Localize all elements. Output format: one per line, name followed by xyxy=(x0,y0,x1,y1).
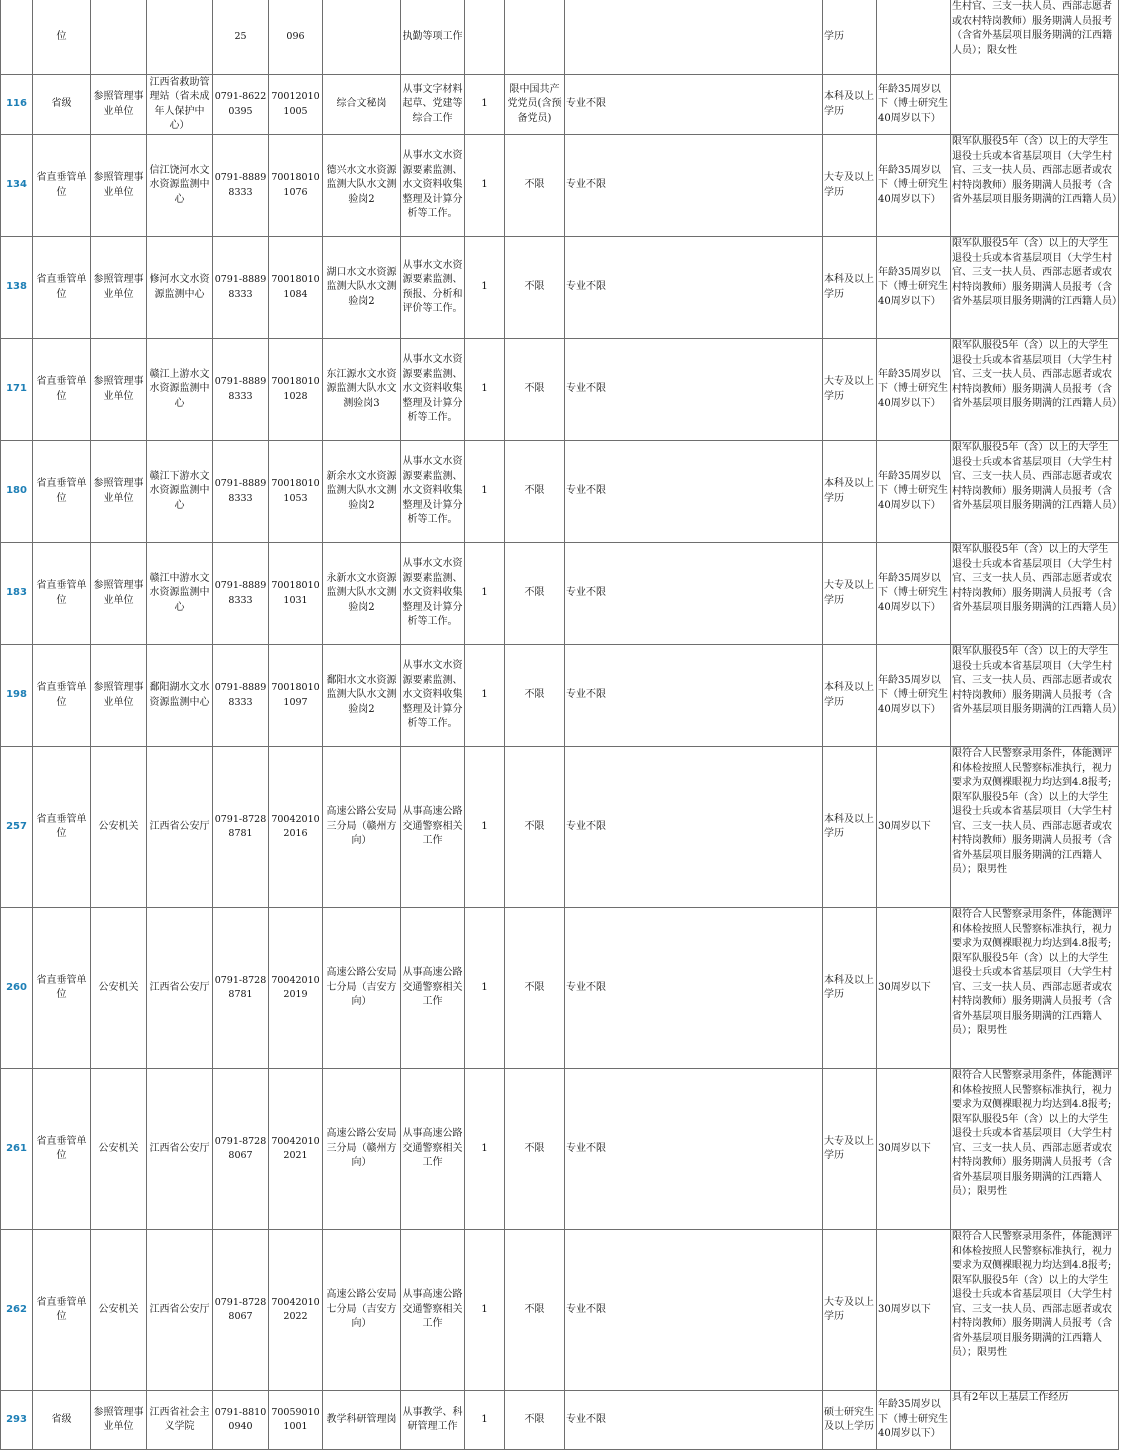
table-row xyxy=(1,1391,1119,1450)
job-duty: 从事水文水资源要素监测、水文资料收集整理及计算分析等工作。 xyxy=(401,543,465,645)
table-row xyxy=(1,75,1119,135)
unit-level: 省直垂管单位 xyxy=(33,441,91,543)
unit-name: 修河水文水资源监测中心 xyxy=(147,237,213,339)
unit-level: 省直垂管单位 xyxy=(33,908,91,1069)
contact-phone: 0791-88898333 xyxy=(213,645,269,747)
age-requirement: 30周岁以下 xyxy=(877,1069,951,1230)
position-code: 700590101001 xyxy=(269,1391,323,1450)
job-duty: 从事高速公路交通警察相关工作 xyxy=(401,1230,465,1391)
other-requirements: 限军队服役5年（含）以上的大学生退役士兵或本省基层项目（大学生村官、三支一扶人员、西部志愿者或农村特岗教师）服务期满人员报考（含省外基层项目服务期满的江西籍人员） xyxy=(951,441,1119,543)
unit-level: 省级 xyxy=(33,75,91,135)
other-requirements: 限军队服役5年（含）以上的大学生退役士兵或本省基层项目（大学生村官、三支一扶人员、西部志愿者或农村特岗教师）服务期满人员报考（含省外基层项目服务期满的江西籍人员） xyxy=(951,543,1119,645)
row-index: 261 xyxy=(1,1069,33,1230)
contact-phone: 25 xyxy=(213,0,269,75)
other-requirements: 限符合人民警察录用条件，体能测评和体检按照人民警察标准执行，视力要求为双侧裸眼视力均达到4.8报考;限军队服役5年（含）以上的大学生退役士兵或本省基层项目（大学生村官、三支一扶人员、西部志愿者或农村特岗教师）服务期满人员报考（含省外基层项目服务期满的江西籍人员）；限男性 xyxy=(951,1069,1119,1230)
unit-type: 参照管理事业单位 xyxy=(91,237,147,339)
job-duty: 执勤等项工作 xyxy=(401,0,465,75)
unit-type: 公安机关 xyxy=(91,1069,147,1230)
hire-count: 1 xyxy=(465,1069,505,1230)
political-status xyxy=(505,0,565,75)
position-code: 700180101053 xyxy=(269,441,323,543)
unit-type: 参照管理事业单位 xyxy=(91,441,147,543)
major-requirement: 专业不限 xyxy=(565,747,823,908)
education-requirement: 大专及以上学历 xyxy=(823,1230,877,1391)
age-requirement: 年龄35周岁以下（博士研究生40周岁以下） xyxy=(877,645,951,747)
unit-level: 省直垂管单位 xyxy=(33,747,91,908)
position-code: 700180101076 xyxy=(269,135,323,237)
unit-type: 参照管理事业单位 xyxy=(91,645,147,747)
unit-type: 参照管理事业单位 xyxy=(91,75,147,135)
hire-count: 1 xyxy=(465,543,505,645)
unit-name: 江西省公安厅 xyxy=(147,908,213,1069)
major-requirement: 专业不限 xyxy=(565,543,823,645)
other-requirements: 生村官、三支一扶人员、西部志愿者或农村特岗教师）服务期满人员报考（含省外基层项目服务期满的江西籍人员）；限女性 xyxy=(951,0,1119,75)
political-status: 不限 xyxy=(505,1069,565,1230)
age-requirement: 年龄35周岁以下（博士研究生40周岁以下） xyxy=(877,441,951,543)
contact-phone: 0791-87288781 xyxy=(213,908,269,1069)
political-status: 不限 xyxy=(505,747,565,908)
political-status: 不限 xyxy=(505,237,565,339)
row-index: 262 xyxy=(1,1230,33,1391)
position-code: 700180101097 xyxy=(269,645,323,747)
unit-level: 省级 xyxy=(33,1391,91,1450)
position-name: 德兴水文水资源监测大队水文测验岗2 xyxy=(323,135,401,237)
job-duty: 从事水文水资源要素监测、预报、分析和评价等工作。 xyxy=(401,237,465,339)
row-index: 257 xyxy=(1,747,33,908)
unit-name xyxy=(147,0,213,75)
job-duty: 从事高速公路交通警察相关工作 xyxy=(401,908,465,1069)
table-row xyxy=(1,543,1119,645)
row-index xyxy=(1,0,33,75)
education-requirement: 大专及以上学历 xyxy=(823,339,877,441)
education-requirement: 大专及以上学历 xyxy=(823,543,877,645)
political-status: 不限 xyxy=(505,339,565,441)
education-requirement: 本科及以上学历 xyxy=(823,645,877,747)
other-requirements xyxy=(951,75,1119,135)
other-requirements: 限符合人民警察录用条件，体能测评和体检按照人民警察标准执行，视力要求为双侧裸眼视力均达到4.8报考;限军队服役5年（含）以上的大学生退役士兵或本省基层项目（大学生村官、三支一扶人员、西部志愿者或农村特岗教师）服务期满人员报考（含省外基层项目服务期满的江西籍人员）；限男性 xyxy=(951,747,1119,908)
job-duty: 从事水文水资源要素监测、水文资料收集整理及计算分析等工作。 xyxy=(401,441,465,543)
job-duty: 从事教学、科研管理工作 xyxy=(401,1391,465,1450)
unit-type: 参照管理事业单位 xyxy=(91,339,147,441)
position-name: 东江源水文水资源监测大队水文测验岗3 xyxy=(323,339,401,441)
hire-count: 1 xyxy=(465,1391,505,1450)
unit-level: 省直垂管单位 xyxy=(33,1069,91,1230)
job-duty: 从事高速公路交通警察相关工作 xyxy=(401,1069,465,1230)
political-status: 不限 xyxy=(505,908,565,1069)
age-requirement: 30周岁以下 xyxy=(877,908,951,1069)
position-code: 700180101028 xyxy=(269,339,323,441)
contact-phone: 0791-88898333 xyxy=(213,441,269,543)
job-duty: 从事水文水资源要素监测、水文资料收集整理及计算分析等工作。 xyxy=(401,135,465,237)
unit-name: 江西省公安厅 xyxy=(147,747,213,908)
unit-level: 省直垂管单位 xyxy=(33,543,91,645)
political-status: 不限 xyxy=(505,645,565,747)
political-status: 不限 xyxy=(505,1230,565,1391)
major-requirement xyxy=(565,0,823,75)
contact-phone: 0791-88898333 xyxy=(213,339,269,441)
political-status: 不限 xyxy=(505,1391,565,1450)
hire-count: 1 xyxy=(465,908,505,1069)
education-requirement: 学历 xyxy=(823,0,877,75)
unit-type: 参照管理事业单位 xyxy=(91,1391,147,1450)
position-name: 教学科研管理岗 xyxy=(323,1391,401,1450)
position-code: 700420102021 xyxy=(269,1069,323,1230)
position-code: 096 xyxy=(269,0,323,75)
row-index: 134 xyxy=(1,135,33,237)
contact-phone: 0791-87288781 xyxy=(213,747,269,908)
unit-type: 参照管理事业单位 xyxy=(91,135,147,237)
position-name: 新余水文水资源监测大队水文测验岗2 xyxy=(323,441,401,543)
major-requirement: 专业不限 xyxy=(565,135,823,237)
position-name: 高速公路公安局七分局（吉安方向） xyxy=(323,908,401,1069)
political-status: 不限 xyxy=(505,543,565,645)
position-code: 700180101031 xyxy=(269,543,323,645)
contact-phone: 0791-87288067 xyxy=(213,1230,269,1391)
other-requirements: 限符合人民警察录用条件，体能测评和体检按照人民警察标准执行，视力要求为双侧裸眼视力均达到4.8报考;限军队服役5年（含）以上的大学生退役士兵或本省基层项目（大学生村官、三支一扶人员、西部志愿者或农村特岗教师）服务期满人员报考（含省外基层项目服务期满的江西籍人员）；限男性 xyxy=(951,1230,1119,1391)
table-row xyxy=(1,1230,1119,1391)
row-index: 293 xyxy=(1,1391,33,1450)
row-index: 138 xyxy=(1,237,33,339)
unit-type: 公安机关 xyxy=(91,1230,147,1391)
age-requirement: 年龄35周岁以下（博士研究生40周岁以下） xyxy=(877,135,951,237)
unit-level: 位 xyxy=(33,0,91,75)
hire-count: 1 xyxy=(465,237,505,339)
row-index: 260 xyxy=(1,908,33,1069)
hire-count: 1 xyxy=(465,747,505,908)
unit-name: 鄱阳湖水文水资源监测中心 xyxy=(147,645,213,747)
position-name: 湖口水文水资源监测大队水文测验岗2 xyxy=(323,237,401,339)
table-row xyxy=(1,0,1119,75)
other-requirements: 限军队服役5年（含）以上的大学生退役士兵或本省基层项目（大学生村官、三支一扶人员、西部志愿者或农村特岗教师）服务期满人员报考（含省外基层项目服务期满的江西籍人员） xyxy=(951,135,1119,237)
education-requirement: 本科及以上学历 xyxy=(823,441,877,543)
row-index: 183 xyxy=(1,543,33,645)
row-index: 116 xyxy=(1,75,33,135)
other-requirements: 限军队服役5年（含）以上的大学生退役士兵或本省基层项目（大学生村官、三支一扶人员、西部志愿者或农村特岗教师）服务期满人员报考（含省外基层项目服务期满的江西籍人员） xyxy=(951,339,1119,441)
other-requirements: 限军队服役5年（含）以上的大学生退役士兵或本省基层项目（大学生村官、三支一扶人员、西部志愿者或农村特岗教师）服务期满人员报考（含省外基层项目服务期满的江西籍人员） xyxy=(951,645,1119,747)
major-requirement: 专业不限 xyxy=(565,645,823,747)
job-duty: 从事水文水资源要素监测、水文资料收集整理及计算分析等工作。 xyxy=(401,645,465,747)
contact-phone: 0791-88100940 xyxy=(213,1391,269,1450)
hire-count: 1 xyxy=(465,135,505,237)
position-code: 700180101084 xyxy=(269,237,323,339)
unit-level: 省直垂管单位 xyxy=(33,237,91,339)
table-row xyxy=(1,908,1119,1069)
position-code: 700420102022 xyxy=(269,1230,323,1391)
major-requirement: 专业不限 xyxy=(565,908,823,1069)
table-row xyxy=(1,135,1119,237)
hire-count: 1 xyxy=(465,441,505,543)
table-row xyxy=(1,441,1119,543)
unit-name: 江西省公安厅 xyxy=(147,1230,213,1391)
unit-name: 信江饶河水文水资源监测中心 xyxy=(147,135,213,237)
other-requirements: 限符合人民警察录用条件，体能测评和体检按照人民警察标准执行，视力要求为双侧裸眼视力均达到4.8报考;限军队服役5年（含）以上的大学生退役士兵或本省基层项目（大学生村官、三支一扶人员、西部志愿者或农村特岗教师）服务期满人员报考（含省外基层项目服务期满的江西籍人员）；限男性 xyxy=(951,908,1119,1069)
unit-name: 赣江下游水文水资源监测中心 xyxy=(147,441,213,543)
unit-level: 省直垂管单位 xyxy=(33,135,91,237)
major-requirement: 专业不限 xyxy=(565,75,823,135)
unit-level: 省直垂管单位 xyxy=(33,339,91,441)
hire-count: 1 xyxy=(465,1230,505,1391)
education-requirement: 本科及以上学历 xyxy=(823,237,877,339)
other-requirements: 具有2年以上基层工作经历 xyxy=(951,1391,1119,1450)
hire-count: 1 xyxy=(465,75,505,135)
unit-type: 公安机关 xyxy=(91,747,147,908)
unit-name: 江西省公安厅 xyxy=(147,1069,213,1230)
contact-phone: 0791-86220395 xyxy=(213,75,269,135)
position-name: 永新水文水资源监测大队水文测验岗2 xyxy=(323,543,401,645)
political-status: 不限 xyxy=(505,441,565,543)
age-requirement xyxy=(877,0,951,75)
unit-level: 省直垂管单位 xyxy=(33,1230,91,1391)
hire-count: 1 xyxy=(465,339,505,441)
row-index: 171 xyxy=(1,339,33,441)
education-requirement: 本科及以上学历 xyxy=(823,908,877,1069)
table-row xyxy=(1,645,1119,747)
unit-name: 赣江中游水文水资源监测中心 xyxy=(147,543,213,645)
major-requirement: 专业不限 xyxy=(565,339,823,441)
age-requirement: 年龄35周岁以下（博士研究生40周岁以下） xyxy=(877,339,951,441)
contact-phone: 0791-88898333 xyxy=(213,237,269,339)
education-requirement: 本科及以上学历 xyxy=(823,75,877,135)
row-index: 180 xyxy=(1,441,33,543)
major-requirement: 专业不限 xyxy=(565,441,823,543)
position-name: 高速公路公安局三分局（赣州方向） xyxy=(323,1069,401,1230)
table-row xyxy=(1,339,1119,441)
major-requirement: 专业不限 xyxy=(565,237,823,339)
contact-phone: 0791-87288067 xyxy=(213,1069,269,1230)
unit-name: 江西省社会主义学院 xyxy=(147,1391,213,1450)
unit-name: 赣江上游水文水资源监测中心 xyxy=(147,339,213,441)
unit-level: 省直垂管单位 xyxy=(33,645,91,747)
age-requirement: 年龄35周岁以下（博士研究生40周岁以下） xyxy=(877,1391,951,1450)
position-code: 700120101005 xyxy=(269,75,323,135)
age-requirement: 30周岁以下 xyxy=(877,1230,951,1391)
contact-phone: 0791-88898333 xyxy=(213,543,269,645)
major-requirement: 专业不限 xyxy=(565,1391,823,1450)
age-requirement: 30周岁以下 xyxy=(877,747,951,908)
position-name: 综合文秘岗 xyxy=(323,75,401,135)
political-status: 不限 xyxy=(505,135,565,237)
position-code: 700420102016 xyxy=(269,747,323,908)
education-requirement: 本科及以上学历 xyxy=(823,747,877,908)
table-row xyxy=(1,1069,1119,1230)
education-requirement: 大专及以上学历 xyxy=(823,135,877,237)
major-requirement: 专业不限 xyxy=(565,1069,823,1230)
table-row xyxy=(1,237,1119,339)
job-duty: 从事高速公路交通警察相关工作 xyxy=(401,747,465,908)
unit-type: 公安机关 xyxy=(91,908,147,1069)
unit-type: 参照管理事业单位 xyxy=(91,543,147,645)
position-name: 鄱阳水文水资源监测大队水文测验岗2 xyxy=(323,645,401,747)
age-requirement: 年龄35周岁以下（博士研究生40周岁以下） xyxy=(877,543,951,645)
unit-name: 江西省救助管理站（省未成年人保护中心） xyxy=(147,75,213,135)
position-code: 700420102019 xyxy=(269,908,323,1069)
hire-count xyxy=(465,0,505,75)
education-requirement: 大专及以上学历 xyxy=(823,1069,877,1230)
unit-type xyxy=(91,0,147,75)
table-row xyxy=(1,747,1119,908)
major-requirement: 专业不限 xyxy=(565,1230,823,1391)
hire-count: 1 xyxy=(465,645,505,747)
contact-phone: 0791-88898333 xyxy=(213,135,269,237)
education-requirement: 硕士研究生及以上学历 xyxy=(823,1391,877,1450)
age-requirement: 年龄35周岁以下（博士研究生40周岁以下） xyxy=(877,75,951,135)
age-requirement: 年龄35周岁以下（博士研究生40周岁以下） xyxy=(877,237,951,339)
other-requirements: 限军队服役5年（含）以上的大学生退役士兵或本省基层项目（大学生村官、三支一扶人员、西部志愿者或农村特岗教师）服务期满人员报考（含省外基层项目服务期满的江西籍人员） xyxy=(951,237,1119,339)
position-name xyxy=(323,0,401,75)
political-status: 限中国共产党党员(含预备党员) xyxy=(505,75,565,135)
row-index: 198 xyxy=(1,645,33,747)
job-duty: 从事水文水资源要素监测、水文资料收集整理及计算分析等工作。 xyxy=(401,339,465,441)
position-name: 高速公路公安局七分局（吉安方向） xyxy=(323,1230,401,1391)
position-name: 高速公路公安局三分局（赣州方向） xyxy=(323,747,401,908)
job-duty: 从事文字材料起草、党建等综合工作 xyxy=(401,75,465,135)
